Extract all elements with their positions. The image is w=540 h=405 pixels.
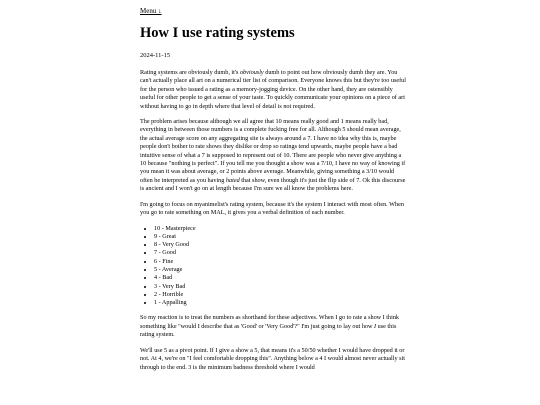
- page-title: How I use rating systems: [140, 25, 295, 41]
- rating-list-item: • 1 - Appalling: [154, 299, 406, 307]
- menu-link[interactable]: Menu ↓: [140, 7, 162, 15]
- rating-list-item: • 4 - Bad: [154, 274, 406, 282]
- rating-list-item: • 7 - Good: [154, 249, 406, 257]
- paragraph-intro: Rating systems are obviously dumb, it's obviously dumb to point out how obviously dumb they are. You can't actually place all art on a numerical tier list of comparison. Everyone knows this but they're too useful for the person who issued a rating as a memory-jogging device. On the other hand, they are ostensibly useful for other people to get a sense of your taste. To quickly communicate your opinions on a piece of art without having to go in depth where that level of detail is not required.: [140, 69, 406, 110]
- rating-list-item: • 5 - Average: [154, 266, 406, 274]
- paragraph-pivot: We'll use 5 as a pivot point. If I give a show a 5, that means it's a 50/50 whether I would have dropped it or not. At 4, we're on "I feel comfortable dropping this". Anything below a 4 I would almost never actually sit through to the end. 3 is the minimum badness threshold where I would: [140, 346, 405, 371]
- rating-list-item: • 3 - Very Bad: [154, 283, 406, 291]
- paragraph-mal: I'm going to focus on myanimelist's rating system, because it's the system I interact with most often. When you go to rate something on MAL, it gives you a verbal definition of each number.: [140, 200, 404, 217]
- paragraph-problem: The problem arises because although we all agree that 10 means really good and 1 means really bad, everything in between those numbers is a complete fucking free for all. Although 5 should mean average, the actual average score on any aggregating site is always around a 7. I have no idea why this is, maybe people don't bother to rate shows they dislike or drop so ratings tend upwards, maybe people have a bad intuitive sense of what a 7 is supposed to represent out of 10. There are people who never give anything a 10 because "nothing is perfect". If you tell me you thought a show was a 7/10, I have no way of knowing if you mean it was about average, or 2 points above average. Meanwhile, giving something a 3/10 would often be interpreted as you having hated that show, even though it's just the flip side of 7. Ok this discourse is ancient and I won't go on at length because I'm sure we all know the problems here.: [140, 118, 406, 193]
- rating-list-item: • 8 - Very Good: [154, 241, 406, 249]
- paragraph-shorthand: So my reaction is to treat the numbers as shorthand for these adjectives. When I go to rate a show I think something like "would I describe that as 'Good' or 'Very Good'?" I'm just going to lay out how I use this rating system.: [140, 314, 400, 339]
- post-date: 2024-11-15: [140, 52, 171, 59]
- emphasis-text: obviously: [239, 69, 264, 76]
- rating-list-item: • 10 - Masterpiece: [154, 225, 406, 233]
- rating-list-item: • 2 - Horrible: [154, 291, 406, 299]
- rating-list-item: • 9 - Great: [154, 233, 406, 241]
- article-body: [140, 69, 406, 379]
- emphasis-text: I: [374, 322, 377, 330]
- emphasis-text: hated: [225, 176, 240, 184]
- rating-list-item: • 6 - Fine: [154, 258, 406, 266]
- rating-definitions-list: [140, 225, 406, 308]
